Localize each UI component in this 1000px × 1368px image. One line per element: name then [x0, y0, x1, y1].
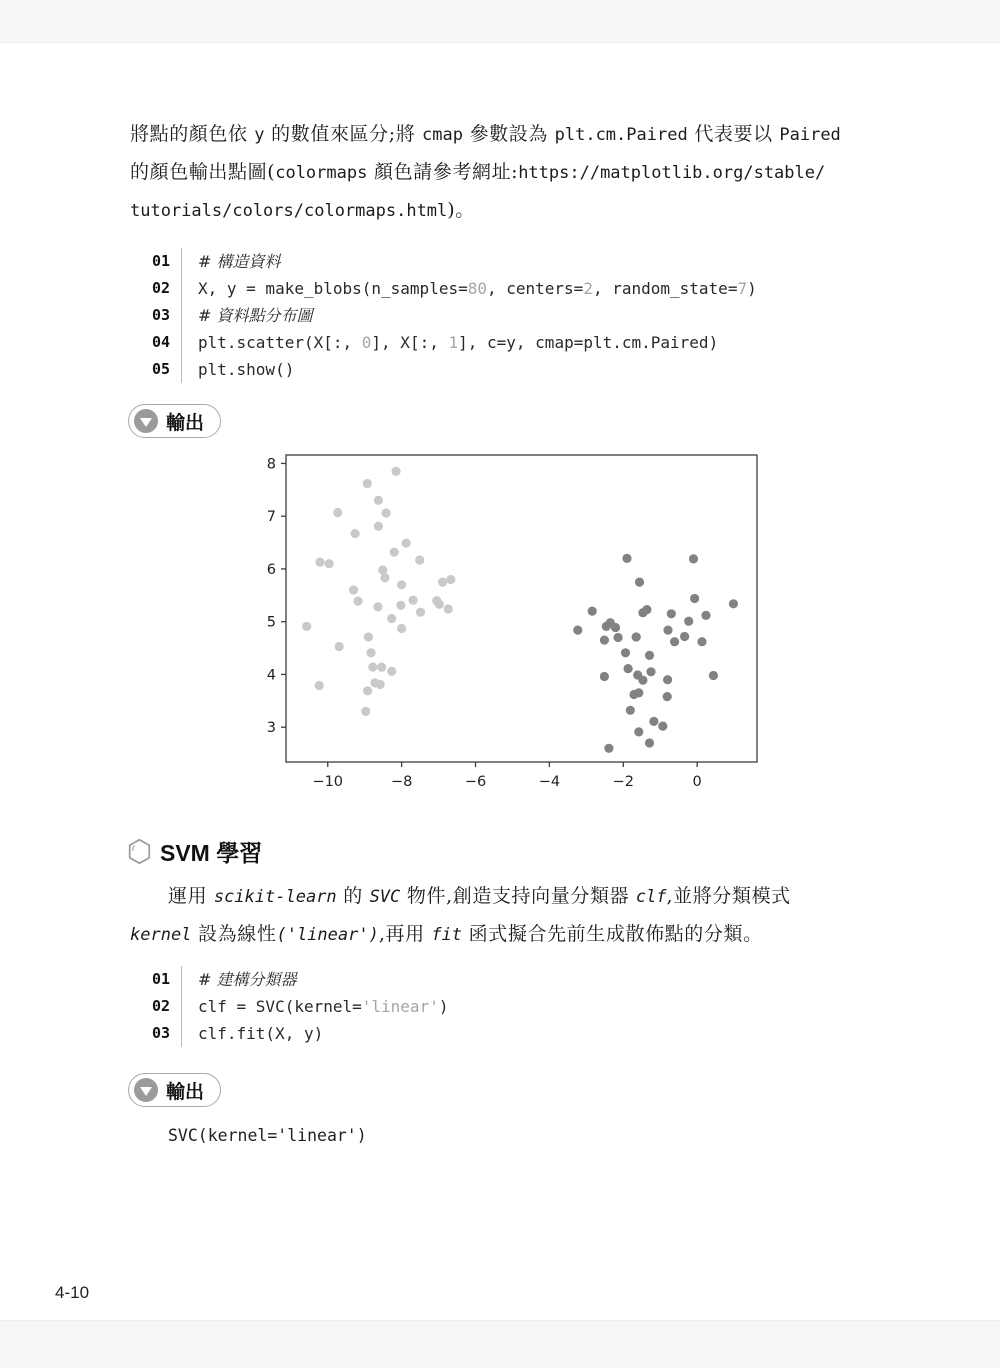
code-line: 01 # 建構分類器 — [140, 966, 448, 993]
paragraph-line: tutorials/colors/colormaps.html)。 — [130, 199, 475, 221]
scatter-point — [349, 585, 358, 594]
x-tick-label: −4 — [538, 774, 561, 790]
x-tick-label: 0 — [692, 774, 702, 790]
scatter-point — [364, 632, 373, 641]
scatter-point — [638, 676, 647, 685]
scatter-point — [351, 529, 360, 538]
paragraph-line: 將點的顏色依 y 的數值來區分;將 cmap 參數設為 plt.cm.Paired 代表要以 Paired — [130, 123, 841, 145]
scatter-point — [396, 601, 405, 610]
play-down-icon — [134, 409, 158, 433]
output-badge-label: 輸出 — [166, 412, 205, 434]
scatter-point — [614, 633, 623, 642]
scatter-point — [378, 565, 387, 574]
y-tick-label: 3 — [266, 720, 276, 737]
scatter-point — [646, 667, 655, 676]
scatter-point — [667, 609, 676, 618]
scatter-point — [670, 637, 679, 646]
scatter-point — [402, 539, 411, 548]
line-number: 03 — [151, 306, 170, 324]
line-number: 01 — [151, 252, 170, 270]
scatter-point — [663, 626, 672, 635]
scatter-point — [363, 686, 372, 695]
scatter-point — [635, 578, 644, 587]
scatter-point — [335, 642, 344, 651]
scatter-point — [438, 578, 447, 587]
line-number: 01 — [151, 970, 170, 988]
line-number: 05 — [151, 360, 170, 378]
code-line: 05 plt.show() — [140, 356, 757, 383]
scatter-point — [366, 648, 375, 657]
paragraph-line: 運用 scikit-learn 的 SVC 物件,創造支持向量分類器 clf,並將分類模式 — [168, 885, 791, 907]
paragraph-line: kernel 設為線性('linear'),再用 fit 函式擬合先前生成散佈點的分類。 — [130, 923, 763, 945]
output-badge-label: 輸出 — [166, 1081, 205, 1103]
scatter-point — [373, 602, 382, 611]
scatter-point — [416, 608, 425, 617]
scatter-point — [382, 508, 391, 517]
scatter-plot — [238, 448, 778, 798]
scatter-point — [446, 575, 455, 584]
output-badge-2 — [128, 1073, 221, 1107]
scatter-point — [361, 707, 370, 716]
scatter-point — [390, 548, 399, 557]
scatter-point — [588, 607, 597, 616]
scatter-point — [622, 554, 631, 563]
play-down-icon — [134, 1078, 158, 1102]
hexagon-icon — [127, 838, 152, 865]
intro-paragraph — [130, 116, 910, 230]
scatter-point — [680, 632, 689, 641]
page-top-margin-band — [0, 0, 1000, 43]
code-line: 03 clf.fit(X, y) — [140, 1020, 448, 1047]
scatter-point — [604, 744, 613, 753]
scatter-point — [649, 717, 658, 726]
scatter-point — [634, 688, 643, 697]
scatter-point — [606, 618, 615, 627]
code-line: 02 X, y = make_blobs(n_samples=80, centers=2, random_state=7) — [140, 275, 757, 302]
scatter-point — [363, 479, 372, 488]
line-number: 03 — [151, 1024, 170, 1042]
page-number: 4-10 — [55, 1283, 90, 1302]
scatter-point — [690, 594, 699, 603]
scatter-plot-svg — [238, 448, 778, 798]
scatter-point — [325, 559, 334, 568]
code-line: 04 plt.scatter(X[:, 0], X[:, 1], c=y, cmap=plt.cm.Paired) — [140, 329, 757, 356]
y-tick-label: 6 — [266, 561, 276, 578]
scatter-point — [600, 672, 609, 681]
scatter-point — [435, 600, 444, 609]
scatter-point — [645, 738, 654, 747]
scatter-point — [302, 622, 311, 631]
scatter-point — [387, 614, 396, 623]
x-tick-label: −8 — [390, 774, 413, 790]
scatter-point — [701, 611, 710, 620]
code-line: 01 # 構造資料 — [140, 248, 757, 275]
scatter-point — [315, 558, 324, 567]
line-number: 02 — [151, 279, 170, 297]
x-tick-label: −6 — [464, 774, 487, 790]
scatter-point — [658, 722, 667, 731]
output-badge — [128, 404, 221, 438]
scatter-point — [624, 664, 633, 673]
line-number: 04 — [151, 333, 170, 351]
svm-paragraph — [130, 878, 910, 954]
y-tick-label: 5 — [266, 614, 276, 631]
scatter-point — [377, 663, 386, 672]
scatter-point — [684, 617, 693, 626]
code-block-svc — [140, 966, 448, 1047]
scatter-point — [709, 671, 718, 680]
scatter-point — [632, 632, 641, 641]
scatter-point — [600, 636, 609, 645]
scatter-point — [380, 573, 389, 582]
series-class-1-dark — [573, 554, 738, 753]
scatter-point — [374, 496, 383, 505]
x-tick-label: −10 — [312, 774, 344, 790]
scatter-point — [374, 522, 383, 531]
scatter-point — [697, 637, 706, 646]
series-class-0-light — [302, 467, 455, 716]
scatter-point — [392, 467, 401, 476]
scatter-point — [663, 675, 672, 684]
scatter-point — [387, 667, 396, 676]
plot-frame — [286, 455, 757, 762]
scatter-point — [444, 604, 453, 613]
page-bottom-margin-band — [0, 1320, 1000, 1368]
scatter-point — [397, 624, 406, 633]
code-line: 03 # 資料點分布圖 — [140, 302, 757, 329]
scatter-point — [368, 663, 377, 672]
scatter-point — [634, 727, 643, 736]
paragraph-line: 的顏色輸出點圖(colormaps 顏色請參考網址:https://matplotlib.org/stable/ — [130, 161, 826, 183]
scatter-point — [333, 508, 342, 517]
scatter-point — [645, 651, 654, 660]
section-heading — [127, 835, 262, 868]
code-output-text: SVC(kernel='linear') — [168, 1126, 367, 1145]
code-line: 02 clf = SVC(kernel='linear') — [140, 993, 448, 1020]
scatter-point — [376, 680, 385, 689]
scatter-point — [621, 648, 630, 657]
x-tick-label: −2 — [612, 774, 634, 790]
y-tick-label: 8 — [266, 456, 276, 473]
scatter-point — [729, 599, 738, 608]
line-number: 02 — [151, 997, 170, 1015]
scatter-point — [409, 596, 418, 605]
code-block-make-blobs — [140, 248, 757, 383]
scatter-point — [573, 626, 582, 635]
scatter-point — [689, 554, 698, 563]
y-tick-label: 4 — [266, 667, 276, 684]
y-tick-label: 7 — [266, 509, 276, 526]
scatter-point — [415, 555, 424, 564]
scatter-point — [663, 692, 672, 701]
scatter-point — [626, 706, 635, 715]
scatter-point — [397, 580, 406, 589]
scatter-point — [315, 681, 324, 690]
scatter-point — [642, 605, 651, 614]
scatter-point — [353, 597, 362, 606]
section-title: SVM 學習 — [160, 840, 263, 866]
